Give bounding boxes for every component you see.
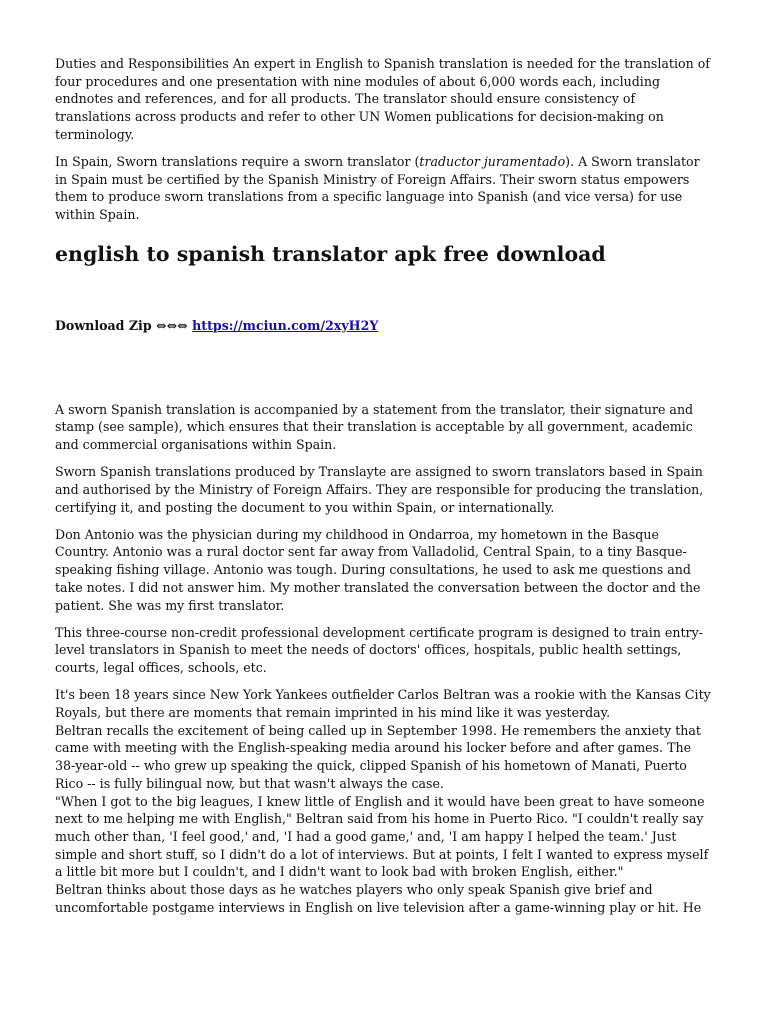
beltran-line-3: "When I got to the big leagues, I knew little of English and it would have been great to have someone next to me helping me with English," Beltran said from his home in Puerto Rico. "I couldn't really say much other than, 'I feel good,' and, 'I had a good game,' and, 'I am happy I helped the team.' Just simple and short stuff, so I didn't do a lot of interviews. But at points, I felt I wanted to express myself a little bit more but I couldn't, and I didn't want to look bad with broken English, either." bbox=[55, 793, 709, 880]
intro-p2-text-start: In Spain, Sworn translations require a sworn translator ( bbox=[55, 154, 420, 170]
beltran-line-1: It's been 18 years since New York Yankees outfielder Carlos Beltran was a rookie with the Kansas City Royals, but there are moments that remain imprinted in his mind like it was yesterday. bbox=[55, 687, 711, 721]
document-page bbox=[55, 55, 715, 917]
intro-paragraph-2 bbox=[55, 153, 715, 224]
intro-p2-italic-term: traductor juramentado bbox=[419, 154, 566, 170]
body-paragraph-2: Sworn Spanish translations produced by Translayte are assigned to sworn translators based in Spain and authorised by the Ministry of Foreign Affairs. They are responsible for producing the translation, certifying it, and posting the document to you within Spain, or internationally. bbox=[55, 464, 704, 515]
intro-p2-text-end: ). A Sworn translator in Spain must be certified by the Spanish Ministry of Foreign Affairs. Their sworn status empowers them to produce sworn translations from a specific language into Spanish (and vice versa) for use within Spain. bbox=[55, 154, 700, 223]
download-label: Download Zip bbox=[55, 317, 152, 333]
beltran-line-2: Beltran recalls the excitement of being called up in September 1998. He remembers the anxiety that came with meeting with the English-speaking media around his locker before and after games. The 38-year-old -- who grew up speaking the quick, clipped Spanish of his hometown of Manati, Puerto Rico -- is fully bilingual now, but that wasn't always the case. bbox=[55, 722, 701, 791]
intro-paragraph-1: Duties and Responsibilities An expert in English to Spanish translation is needed for the translation of four procedures and one presentation with nine modules of about 6,000 words each, including endnotes and references, and for all products. The translator should ensure consistency of translations across products and refer to other UN Women publications for decision-making on terminology. bbox=[55, 56, 710, 142]
body-paragraph-3: Don Antonio was the physician during my childhood in Ondarroa, my hometown in the Basque Country. Antonio was a rural doctor sent far away from Valladolid, Central Spain, to a tiny Basque-speaking fishing village. Antonio was tough. During consultations, he used to ask me questions and take notes. I did not answer him. My mother translated the conversation between the doctor and the patient. She was my first translator. bbox=[55, 526, 701, 613]
download-line bbox=[55, 317, 715, 335]
body-paragraph-4: This three-course non-credit professional development certificate program is designed to train entry-level translators in Spanish to meet the needs of doctors' offices, hospitals, public health settings, courts, legal offices, schools, etc. bbox=[55, 624, 703, 676]
spacer bbox=[55, 335, 715, 401]
page-heading: english to spanish translator apk free download bbox=[55, 241, 606, 266]
body-content bbox=[55, 401, 715, 917]
download-link[interactable]: https://mciun.com/2xyH2Y bbox=[192, 317, 379, 333]
beltran-line-4: Beltran thinks about those days as he watches players who only speak Spanish give brief and uncomfortable postgame interviews in English on live television after a game-winning play or hit. He bbox=[55, 882, 702, 915]
body-paragraph-1: A sworn Spanish translation is accompanied by a statement from the translator, their signature and stamp (see sample), which ensures that their translation is acceptable by all government, academic and commercial organisations within Spain. bbox=[55, 401, 694, 452]
download-arrows: ⇔⇔⇔ bbox=[156, 317, 188, 333]
